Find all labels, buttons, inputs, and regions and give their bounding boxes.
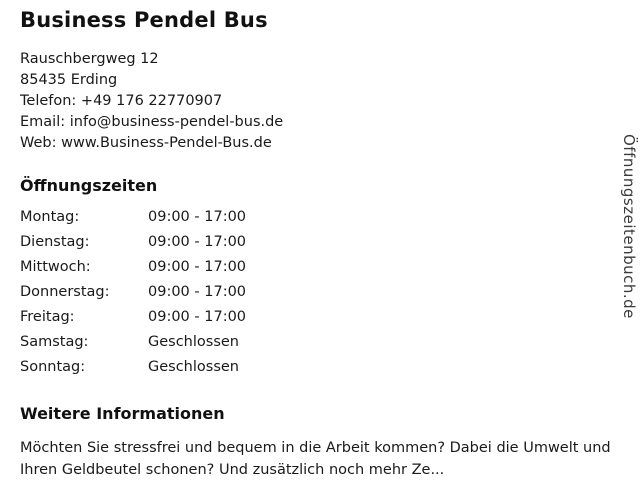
hours-time-value: 09:00 - 17:00 [148,234,247,251]
hours-time-value: 09:00 - 17:00 [148,284,247,301]
hours-day-label: Montag: [20,209,80,226]
hours-time-value: 09:00 - 17:00 [148,259,247,276]
hours-day-label: Freitag: [20,309,75,326]
table-row [20,284,246,309]
address-line-city: 85435 Erding [20,72,118,89]
hours-time-value: Geschlossen [148,334,239,351]
hours-day-label: Donnerstag: [20,284,110,301]
hours-day-label: Sonntag: [20,359,86,376]
address-block [20,49,610,154]
hours-day-label: Mittwoch: [20,259,91,276]
page-title: Business Pendel Bus [20,8,268,32]
hours-time-value: Geschlossen [148,359,239,376]
address-line-web: Web: www.Business-Pendel-Bus.de [20,135,272,152]
hours-day-label: Dienstag: [20,234,90,251]
address-line-street: Rauschbergweg 12 [20,51,159,68]
address-line-email: Email: info@business-pendel-bus.de [20,114,284,131]
opening-hours-table [20,209,246,384]
watermark-label: Öffnungszeitenbuch.de [620,134,638,319]
table-row [20,209,246,234]
table-row [20,259,246,284]
opening-hours-heading: Öffnungszeiten [20,176,158,196]
table-row [20,334,246,359]
table-row [20,234,246,259]
hours-time-value: 09:00 - 17:00 [148,309,247,326]
more-information-text: Möchten Sie stressfrei und bequem in die Arbeit kommen? Dabei die Umwelt und Ihren Geldbeutel schonen? Und zusätzlich noch mehr Ze... [20,440,611,479]
table-row [20,359,246,384]
hours-time-value: 09:00 - 17:00 [148,209,247,226]
business-card [20,8,610,481]
address-line-phone: Telefon: +49 176 22770907 [20,93,223,110]
table-row [20,309,246,334]
hours-day-label: Samstag: [20,334,89,351]
more-information-heading: Weitere Informationen [20,404,225,424]
